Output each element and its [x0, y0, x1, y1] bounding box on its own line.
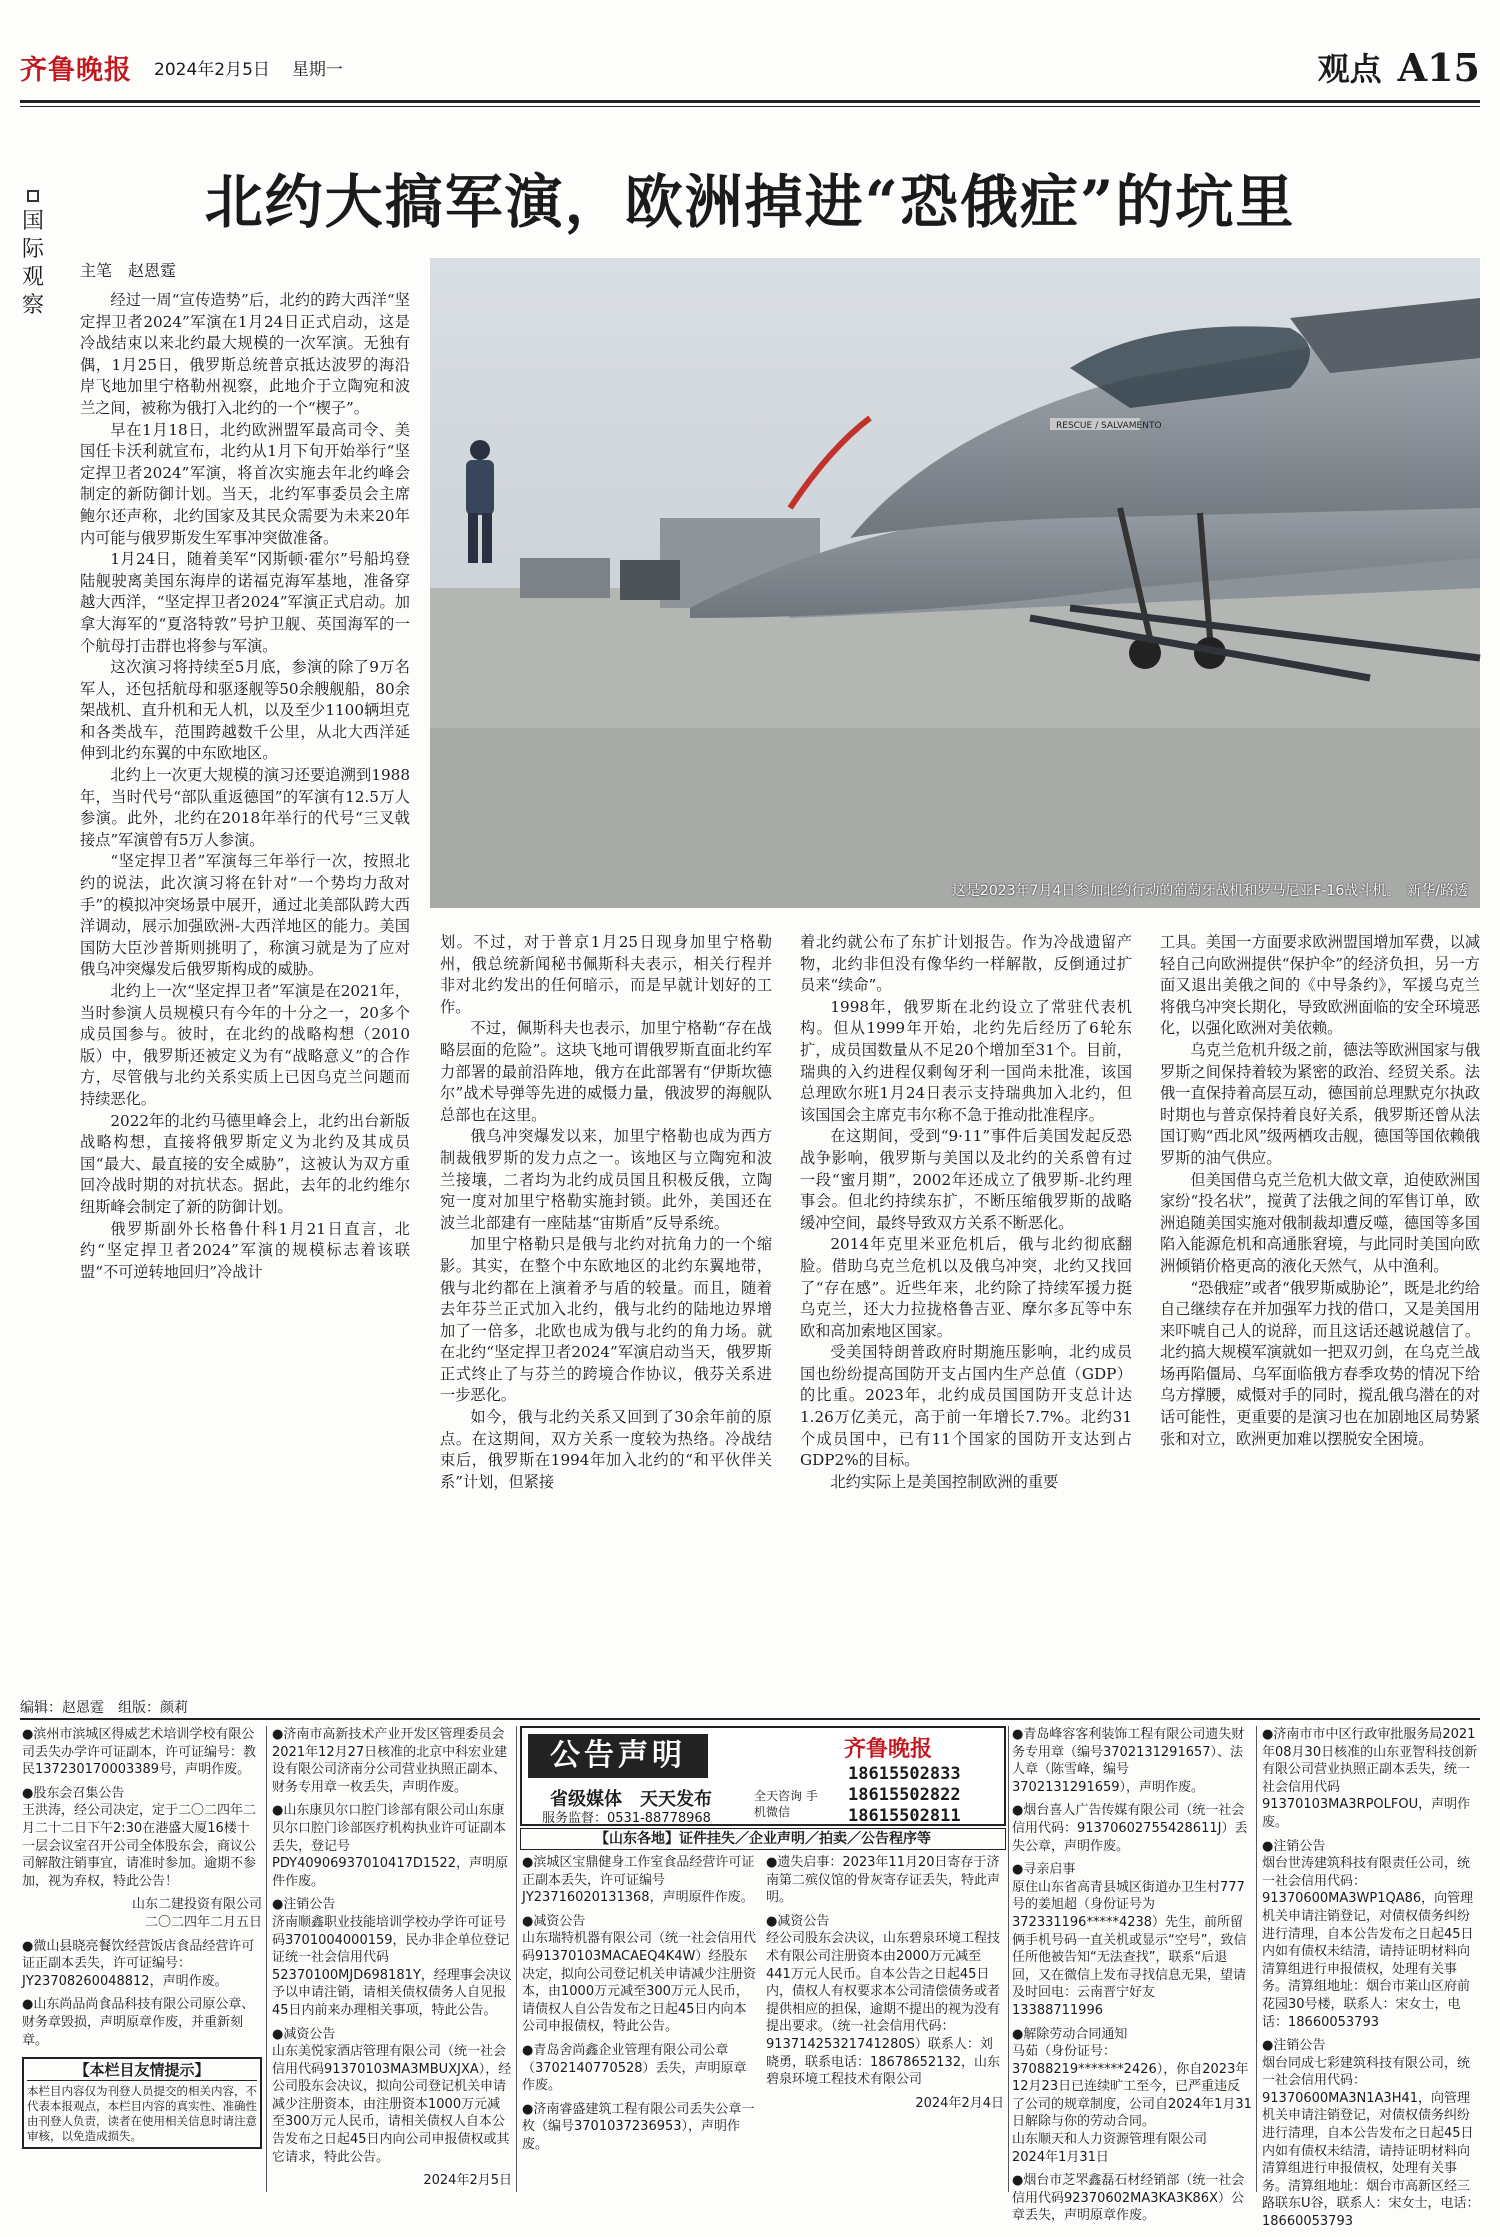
- article-column-3: [800, 932, 1132, 1493]
- ad-divider: [266, 1726, 267, 2192]
- paragraph: 乌克兰危机升级之前，德法等欧洲国家与俄罗斯之间保持着较为紧密的政治、经贸关系。法俄一直保持着高层互动，德国前总理默克尔执政时期也与普京保持着良好关系，俄罗斯还曾从法国订购“西北风”级两栖攻击舰，德国等国依赖俄罗斯的油气供应。: [1160, 1040, 1480, 1167]
- ad-notice: ●山东康贝尔口腔门诊部有限公司山东康贝尔口腔门诊部医疗机构执业许可证副本丢失，登记号PDY40906937010417D1522，声明原件作废。: [272, 1803, 508, 1889]
- ad-signature: 山东二建投资有限公司 二〇二四年二月五日: [131, 1897, 262, 1930]
- ad-date: 2024年2月5日: [423, 2173, 512, 2189]
- notice-hotline: 服务监督：0531-88778968: [542, 1811, 711, 1826]
- notice-phone: 18615502822: [848, 1785, 961, 1805]
- column-label-char: 际: [21, 237, 44, 262]
- notice-banner: [520, 1726, 1006, 1826]
- paragraph: 这次演习将持续至5月底，参演的除了9万名军人，还包括航母和驱逐舰等50余艘舰船，80余架战机、直升机和无人机，以及至少1100辆坦克和各类战车，范围跨越数千公里，从北大西洋延伸到北约东翼的中东欧地区。: [80, 658, 410, 763]
- paragraph: 2014年克里米亚危机后，俄与北约彻底翻脸。借助乌克兰危机以及俄乌冲突，北约又找回了“存在感”。近些年来，北约除了持续军援力挺乌克兰，还大力拉拢格鲁吉亚、摩尔多瓦等中东欧和高加索地区国家。: [800, 1235, 1132, 1340]
- column-label-char: 观: [21, 265, 44, 290]
- notice-title: 公告声明: [528, 1734, 708, 1778]
- notice-phone: 18615502811: [848, 1806, 961, 1826]
- paragraph: 经过一周“宣传造势”后，北约的跨大西洋“坚定捍卫者2024”军演在1月24日正式启动，这是冷战结束以来北约最大规模的一次军演。无独有偶，1月25日，俄罗斯总统普京抵达波罗的海沿岸飞地加里宁格勒州视察，此地介于立陶宛和波兰之间，被称为俄打入北约的一个“楔子”。: [80, 291, 410, 417]
- paragraph: 2022年的北约马德里峰会上，北约出台新版战略构想，直接将俄罗斯定义为北约及其成员国“最大、最直接的安全威胁”，这被认为双方重回冷战时期的对抗状态。据此，去年的北约维尔纽斯峰会制定了新的防御计划。: [80, 1111, 410, 1216]
- paragraph: 早在1月18日，北约欧洲盟军最高司令、美国任卡沃利就宣布，北约从1月下旬开始举行“坚定捍卫者2024”军演，将首次实施去年北约峰会制定的新防御计划。当天，北约军事委员会主席鲍尔还声称，北约国家及其民众需要为未来20年内可能与俄罗斯发生军事冲突做准备。: [80, 420, 410, 547]
- paragraph: 北约上一次“坚定捍卫者”军演是在2021年，当时参演人员规模只有今年的十分之一，20多个成员国参与。彼时，在北约的战略构想（2010版）中，俄罗斯还被定义为有“战略意义”的合作方，尽管俄与北约关系实质上已因乌克兰问题而持续恶化。: [80, 982, 410, 1108]
- paragraph: 北约上一次更大规模的演习还要追溯到1988年，当时代号“部队重返德国”的军演有12.5万人参演。此外，北约在2018年举行的代号“三叉戟接点”军演曾有5万人参演。: [80, 766, 410, 849]
- paragraph: 着北约就公布了东扩计划报告。作为冷战遗留产物，北约非但没有像华约一样解散，反倒通过扩员来“续命”。: [800, 933, 1132, 995]
- ad-date: 2024年2月4日: [915, 2095, 1004, 2111]
- fighter-jet-illustration: [430, 258, 1480, 908]
- column-label: [20, 190, 46, 320]
- ad-notice: ●注销公告 烟台同成七彩建筑科技有限公司，统一社会信用代码：91370600MA3N1A3H41，向管理机关申请注销登记，对债权债务纠纷进行清理，自本公告发布之日起45日内如有债权未结清，请持证明材料向清算组进行申报债权，处理有关事务。清算组地址：烟台市高新区经三路联东U谷，联系人：宋女士，电话：18660053793: [1262, 2038, 1480, 2230]
- notice-phone: 18615502833: [848, 1764, 961, 1784]
- section-name: 观点: [1317, 50, 1382, 88]
- ad-column-5: [522, 1854, 758, 2160]
- notice-slogan: 省级媒体 天天发布: [550, 1789, 712, 1810]
- reminder-box: [22, 2057, 262, 2149]
- ad-column-8: [1262, 1726, 1480, 2237]
- paragraph: 划。不过，对于普京1月25日现身加里宁格勒州，俄总统新闻秘书佩斯科夫表示，相关行程并非对北约发出的任何暗示，而是早就计划好的工作。: [440, 933, 772, 1016]
- paragraph: 工具。美国一方面要求欧洲盟国增加军费，以减轻自己向欧洲提供“保护伞”的经济负担，另一方面又退出美俄之间的《中导条约》，军援乌克兰将俄乌冲突长期化，导致欧洲面临的安全环境恶化，以强化欧洲对美依赖。: [1160, 933, 1480, 1038]
- ad-notice: ●微山县晓亮餐饮经营饭店食品经营许可证正副本丢失，许可证编号：JY23708260048812，声明作废。: [22, 1938, 255, 1989]
- ad-divider: [1256, 1726, 1257, 2192]
- ad-notice: ●寻亲启事 原住山东省高青县城区街道办卫生村777号的姜旭超（身份证号为372331196*****4238）先生，前所留俩手机号码一直关机或显示“空号”，致信任所他被告知“无法查找”，联系“后退回，又在微信上发布寻找信息无果，望请及时回电：云南晋宁好友 13388711996: [1012, 1862, 1247, 2018]
- weekday: 星期一: [291, 59, 343, 80]
- header-rule-thin: [20, 106, 1480, 107]
- paragraph: “恐俄症”或者“俄罗斯威胁论”，既是北约给自己继续存在并加强军力找的借口，又是美国用来吓唬自己人的说辞，而且这话还越说越信了。北约搞大规模军演就如一把双刃剑，在乌克兰战场再陷僵局、乌军面临俄方春季攻势的情况下给乌方撑腰，威慑对手的同时，搅乱俄乌潜在的对话可能性，更重要的是演习也在加剧地区局势紧张和对立，欧洲更加难以摆脱安全困境。: [1160, 1278, 1480, 1448]
- ad-notice: ●注销公告 济南顺鑫职业技能培训学校办学许可证号码3701004000159，民办非企单位登记证统一社会信用代码52370100MJD698181Y，经理事会决议予以申请注销，请相关债权债务人自见报45日内前来办理相关事项，特此公告。: [272, 1897, 512, 2018]
- page-number: A15: [1397, 44, 1480, 90]
- article-column-4: [1160, 932, 1480, 1450]
- paragraph: 如今，俄与北约关系又回到了30余年前的原点。在这期间，双方关系一度较为热络。冷战结束后，俄罗斯在1994年加入北约的“和平伙伴关系”计划，但紧接: [440, 1408, 772, 1491]
- ad-notice: ●济南市高新技术产业开发区管理委员会2021年12月27日核准的北京中科宏业建设有限公司济南分公司营业执照正副本、财务专用章一枚丢失，声明作废。: [272, 1727, 508, 1795]
- ad-notice: ●山东尚品尚食品科技有限公司原公章、财务章毁损，声明原章作废，并重新刻章。: [22, 1997, 255, 2048]
- ad-notice: ●股东会召集公告 王洪涛，经公司决定，定于二〇二四年二月二十二日下午2:30在港盛大厦16楼十一层会议室召开公司全体股东会，商议公司解散注销事宜，请准时参加。逾期不参加，视为弃权，特此公告！: [22, 1785, 257, 1889]
- notice-contact-label: 全天咨询 手机微信: [754, 1789, 818, 1819]
- ad-notice: ●减资公告 山东美悦家酒店管理有限公司（统一社会信用代码91370103MA3MBUXJXA），经公司股东会决议，拟向公司登记机关申请减少注册资本，由注册资本1000万元减至300万元人民币，请相关债权人自本公告发布之日起45日内向公司申报债权或其它请求，特此公告。: [272, 2026, 512, 2165]
- article-column-2: [440, 932, 772, 1493]
- paragraph: 北约实际上是美国控制欧洲的重要: [830, 1472, 1059, 1491]
- notice-category-bar: 【山东各地】证件挂失／企业声明／拍卖／公告程序等: [520, 1828, 1006, 1850]
- ad-notice: ●青岛舍尚鑫企业管理有限公司公章（3702140770528）丢失，声明原章作废。: [522, 2042, 747, 2094]
- page-header: [20, 38, 1480, 96]
- masthead: 齐鲁晚报: [20, 54, 132, 86]
- ad-notice: ●滨州市滨城区得威艺术培训学校有限公司丢失办学许可证副本，许可证编号：教民137230170003389号，声明作废。: [22, 1727, 257, 1778]
- paragraph: 俄罗斯副外长格鲁什科1月21日直言，北约“坚定捍卫者2024”军演的规模标志着该联盟“不可逆转地回归”冷战计: [80, 1219, 410, 1281]
- ad-column-1: [22, 1726, 262, 2149]
- photo-caption: 这是2023年7月4日参加北约行动的葡萄牙战机和罗马尼亚F-16战斗机。 新华/路透: [951, 883, 1468, 899]
- header-rule: [20, 100, 1480, 103]
- ad-notice: ●减资公告 山东瑞特机器有限公司（统一社会信用代码91370103MACAEQ4K4W）经股东决定，拟向公司登记机关申请减少注册资本，由1000万元减至300万元人民币，请债权人自公告发布之日起45日内向本公司申报债权，特此公告。: [522, 1913, 757, 2035]
- author-byline: 主笔 赵恩霆: [80, 261, 177, 280]
- news-photo: [430, 258, 1480, 908]
- ad-column-7: [1012, 1726, 1252, 2231]
- ad-notice: ●青岛峰容客利装饰工程有限公司遗失财务专用章（编号3702131291657）、法人章（陈雪峰，编号3702131291659），声明作废。: [1012, 1727, 1245, 1795]
- aircraft-label: RESCUE / SALVAMENTO: [1056, 421, 1162, 431]
- paragraph: 加里宁格勒只是俄与北约对抗角力的一个缩影。其实，在整个中东欧地区的北约东翼地带，俄与北约都在上演着矛与盾的较量。而且，随着去年芬兰正式加入北约，俄与北约的陆地边界增加了一倍多，北欧也成为俄与北约的角力场。就在北约“坚定捍卫者2024”军演启动当天，俄罗斯正式终止了与芬兰的跨境合作协议，俄芬关系进一步恶化。: [440, 1235, 772, 1405]
- article-column-1: [80, 290, 410, 1283]
- column-label-char: 察: [21, 293, 44, 318]
- paragraph: 在这期间，受到“9·11”事件后美国发起反恐战争影响，俄罗斯与美国以及北约的关系曾有过一段“蜜月期”，2002年还成立了俄罗斯-北约理事会。但北约持续东扩，不断压缩俄罗斯的战略缓冲空间，最终导致双方关系不断恶化。: [800, 1127, 1132, 1232]
- paragraph: 受美国特朗普政府时期施压影响，北约成员国也纷纷提高国防开支占国内生产总值（GDP）的比重。2023年，北约成员国国防开支总计达1.26万亿美元，高于前一年增长7.7%。北约31个成员国中，已有11个国家的国防开支达到占GDP2%的目标。: [800, 1343, 1132, 1470]
- ad-notice: ●减资公告 经公司股东会决议，山东碧泉环境工程技术有限公司注册资本由2000万元减至441万元人民币。自本公告之日起45日内，债权人有权要求本公司清偿债务或者提供相应的担保，逾期不提出的视为没有提出要求。（统一社会信用代码：91371425321741280S）联系人：刘晓勇，联系电话：18678652132，山东碧泉环境工程技术有限公司: [766, 1913, 1001, 2088]
- ad-notice: ●烟台喜人广告传媒有限公司（统一社会信用代码：91370602755428611J）丢失公章，声明作废。: [1012, 1803, 1248, 1854]
- reminder-text: 本栏目内容仅为刊登人员提交的相关内容，不代表本报观点，本栏目内容的真实性、准确性由刊登人负责，读者在使用相关信息时请注意审核，以免造成损失。: [27, 2083, 257, 2143]
- ad-notice: ●济南睿盛建筑工程有限公司丢失公章一枚（编号3701037236953），声明作废。: [522, 2101, 755, 2152]
- issue-date: 2024年2月5日: [154, 59, 270, 80]
- paragraph: 俄乌冲突爆发以来，加里宁格勒也成为西方制裁俄罗斯的发力点之一。该地区与立陶宛和波兰接壤，二者均为北约成员国且积极反俄，立陶宛一度对加里宁格勒实施封锁。此外，美国还在波兰北部建有一座陆基“宙斯盾”反导系统。: [440, 1127, 772, 1232]
- paragraph: 但美国借乌克兰危机大做文章，迫使欧洲国家纷“投名状”，搅黄了法俄之间的军售订单，欧洲追随美国实施对俄制裁却遭反噬，德国等多国陷入能源危机和高通胀窘境，与此同时美国向欧洲倾销价格更高的液化天然气，从中渔利。: [1160, 1170, 1480, 1275]
- ad-notice: ●注销公告 烟台世涛建筑科技有限责任公司，统一社会信用代码：91370600MA3WP1QA86，向管理机关申请注销登记，对债权债务纠纷进行清理，自本公告发布之日起45日内如有债权未结清，请持证明材料向清算组进行申报债权，处理有关事务。清算组地址：烟台市莱山区府前花园30号楼，联系人：宋女士，电话：18660053793: [1262, 1838, 1474, 2030]
- ad-divider: [1008, 1726, 1009, 2192]
- ad-notice: ●解除劳动合同通知 马茹（身份证号：37088219*******2426），你自2023年12月23日已连续旷工至今，已严重违反了公司的规章制度，公司自2024年1月31日解除与你的劳动合同。 山东顺天和人力资源管理有限公司 2024年1月31日: [1012, 2026, 1252, 2165]
- ads-rule: [20, 1718, 1480, 1720]
- editor-credit: 编辑：赵恩霆 组版：颜莉: [20, 1700, 188, 1716]
- notice-brand: 齐鲁晚报: [844, 1736, 933, 1762]
- paragraph: 1998年，俄罗斯在北约设立了常驻代表机构。但从1999年开始，北约先后经历了6轮东扩，成员国数量从不足20个增加至31个。目前，瑞典的入约进程仅剩匈牙利一国尚未批准，该国总理欧尔班1月24日表示支持瑞典加入北约，但该国国会主席克韦尔称不急于推动批准程序。: [800, 997, 1132, 1124]
- ad-column-2: [272, 1726, 512, 2196]
- headline: 北约大搞军演，欧洲掉进“恐俄症”的坑里: [204, 168, 1296, 236]
- paragraph: “坚定捍卫者”军演每三年举行一次，按照北约的说法，此次演习将在针对“一个势均力敌对手”的模拟冲突场景中展开，通过北美部队跨大西洋调动，展示加强欧洲-大西洋地区的能力。美国国防大臣沙普斯则挑明了，称演习就是为了应对俄乌冲突爆发后俄罗斯构成的威胁。: [80, 852, 410, 979]
- ad-notice: ●烟台市芝罘鑫磊石材经销部（统一社会信用代码92370602MA3KA3K86X）公章丢失，声明原章作废。: [1012, 2173, 1245, 2224]
- reminder-title: 【本栏目友情提示】: [27, 2062, 257, 2081]
- paragraph: 1月24日，随着美军“冈斯顿·霍尔”号船坞登陆舰驶离美国东海岸的诺福克海军基地，准备穿越大西洋，“坚定捍卫者2024”军演正式启动。加拿大海军的“夏洛特敦”号护卫舰、英国海军的一个航母打击群也将参与军演。: [80, 550, 410, 655]
- ad-divider: [516, 1726, 517, 2192]
- ad-notice: ●遗失启事：2023年11月20日寄存于济南第二殡仪馆的骨灰寄存证丢失，特此声明。: [766, 1855, 1001, 1906]
- ad-column-6: [766, 1854, 1004, 2118]
- paragraph: 不过，佩斯科夫也表示，加里宁格勒“存在战略层面的危险”。这块飞地可谓俄罗斯直面北约军力部署的最前沿阵地，俄方在此部署有“伊斯坎德尔”战术导弹等先进的威慑力量，俄波罗的海舰队总部也在这里。: [440, 1019, 772, 1124]
- column-label-char: 国: [21, 209, 44, 234]
- ad-notice: ●济南市市中区行政审批服务局2021年08月30日核准的山东亚智科技创新有限公司营业执照正副本丢失，统一社会信用代码91370103MA3RPOLFOU，声明作废。: [1262, 1727, 1478, 1830]
- column-label-mark: [27, 190, 39, 202]
- ad-notice: ●滨城区宝鼎健身工作室食品经营许可证正副本丢失，许可证编号JY23716020131368，声明原件作废。: [522, 1855, 755, 1906]
